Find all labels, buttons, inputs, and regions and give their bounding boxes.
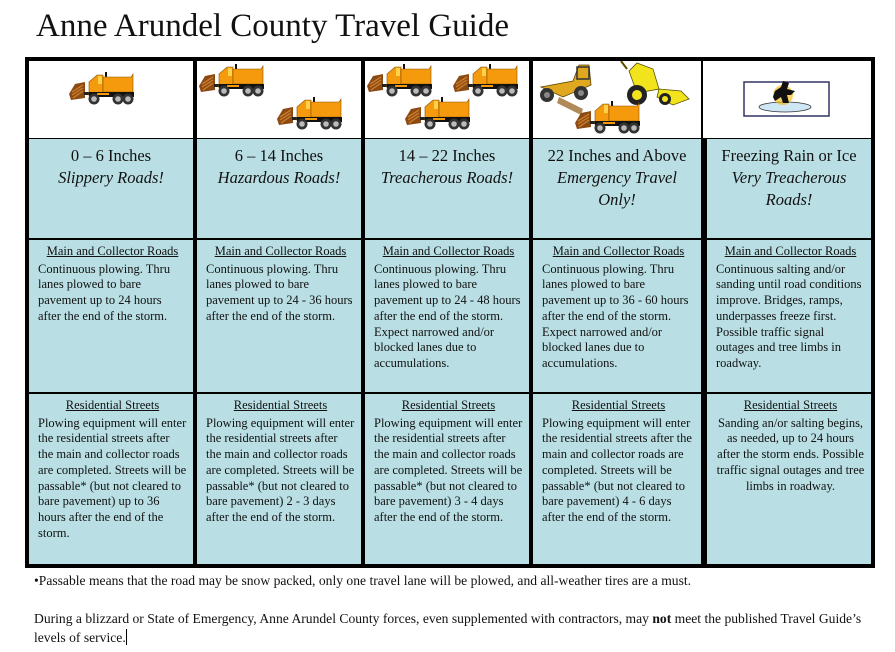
disclaimer-text: During a blizzard or State of Emergency, Anne Arundel County forces, even supplemented with contractors, may [34, 611, 653, 626]
section-text: Continuous plowing. Thru lanes plowed to bare pavement up to 24 - 48 hours after the end of the storm. Expect narrowed and/or blocked lanes due to accumulations. [374, 261, 521, 370]
image-cell-col1 [29, 61, 193, 138]
section-text: Continuous salting and/or sanding until road conditions improve. Bridges, ramps, underpasses freeze first. Possible traffic signal outages and tree limbs in roadway. [716, 261, 862, 370]
residential-cell-col4 [533, 394, 701, 564]
residential-cell-col3 [365, 394, 529, 564]
heavy-equipment-icon [533, 61, 701, 138]
header-cell-col5 [707, 139, 871, 238]
residential-cell-col2 [197, 394, 361, 564]
image-cell-col4 [533, 61, 701, 138]
residential-cell-col5 [707, 394, 871, 564]
main-roads-cell-col1 [29, 240, 193, 392]
disclaimer-emphasis: not [652, 611, 672, 626]
section-text: Plowing equipment will enter the residential streets after the main and collector roads are completed. Streets will be passable* (but not cleared to bare pavement) 3 - 4 days after the end of the storm. [374, 415, 523, 524]
disclaimer [34, 609, 874, 647]
section-heading: Residential Streets [743, 398, 838, 412]
disclaimer-text-end: meet the published Travel Guide’s levels of service. [34, 611, 862, 645]
header-cell-col3 [365, 139, 529, 238]
header-cell-col1 [29, 139, 193, 238]
passable-footnote: •Passable means that the road may be snow packed, only one travel lane will be plowed, and all-weather tires are a must. [34, 573, 692, 588]
section-text: Sanding an/or salting begins, as needed, up to 24 hours after the storm ends. Possible traffic signal outages and tree limbs in roadway. [716, 415, 865, 493]
road-severity: Slippery Roads! [58, 168, 164, 187]
section-text: Continuous plowing. Thru lanes plowed to bare pavement up to 24 hours after the end of the storm. [38, 261, 171, 323]
image-cell-col2 [197, 61, 361, 138]
section-heading: Main and Collector Roads [382, 244, 515, 258]
main-roads-cell-col2 [197, 240, 361, 392]
snowplow-truck-x2-icon [197, 61, 361, 138]
slipping-on-ice-icon [703, 61, 871, 138]
section-heading: Residential Streets [571, 398, 666, 412]
snowfall-amount: 22 Inches and Above [547, 146, 687, 165]
section-heading: Main and Collector Roads [724, 244, 857, 258]
residential-cell-col1 [29, 394, 193, 564]
section-heading: Residential Streets [65, 398, 160, 412]
section-text: Continuous plowing. Thru lanes plowed to bare pavement up to 36 - 60 hours after the end of the storm. Expect narrowed and/or blocked lanes due to accumulations. [542, 261, 689, 370]
main-roads-cell-col5 [707, 240, 871, 392]
notes [34, 571, 874, 647]
section-text: Continuous plowing. Thru lanes plowed to bare pavement up to 24 - 36 hours after the end of the storm. [206, 261, 353, 323]
snowplow-truck-x1-icon [29, 61, 193, 138]
header-cell-col2 [197, 139, 361, 238]
road-severity: Emergency Travel Only! [557, 168, 677, 209]
section-heading: Residential Streets [401, 398, 496, 412]
road-severity: Hazardous Roads! [217, 168, 341, 187]
travel-guide-table [25, 57, 875, 568]
road-severity: Very Treacherous Roads! [731, 168, 847, 209]
snowplow-truck-x3-icon [365, 61, 529, 138]
section-heading: Main and Collector Roads [552, 244, 685, 258]
header-cell-col4 [533, 139, 701, 238]
snowfall-amount: 14 – 22 Inches [398, 146, 496, 165]
main-roads-cell-col4 [533, 240, 701, 392]
section-text: Plowing equipment will enter the residential streets after the main and collector roads are completed. Streets will be passable* (but not cleared to bare pavement) 4 - 6 days after the end of the storm. [542, 415, 692, 524]
image-cell-col3 [365, 61, 529, 138]
road-severity: Treacherous Roads! [380, 168, 514, 187]
section-heading: Main and Collector Roads [214, 244, 347, 258]
main-roads-cell-col3 [365, 240, 529, 392]
section-text: Plowing equipment will enter the residential streets after the main and collector roads are completed. Streets will be passable* (but not cleared to bare pavement) 2 - 3 days after the end of the storm. [206, 415, 355, 524]
snowfall-amount: Freezing Rain or Ice [721, 146, 857, 165]
section-text: Plowing equipment will enter the residential streets after the main and collector roads are completed. Streets will be passable* (but not cleared to bare pavement) up to 36 hours after the end of the storm. [38, 415, 187, 540]
section-heading: Residential Streets [233, 398, 328, 412]
image-cell-col5 [703, 61, 871, 138]
snowfall-amount: 6 – 14 Inches [234, 146, 324, 165]
page-title: Anne Arundel County Travel Guide [36, 8, 509, 44]
section-heading: Main and Collector Roads [46, 244, 179, 258]
text-cursor [126, 629, 127, 645]
snowfall-amount: 0 – 6 Inches [70, 146, 152, 165]
